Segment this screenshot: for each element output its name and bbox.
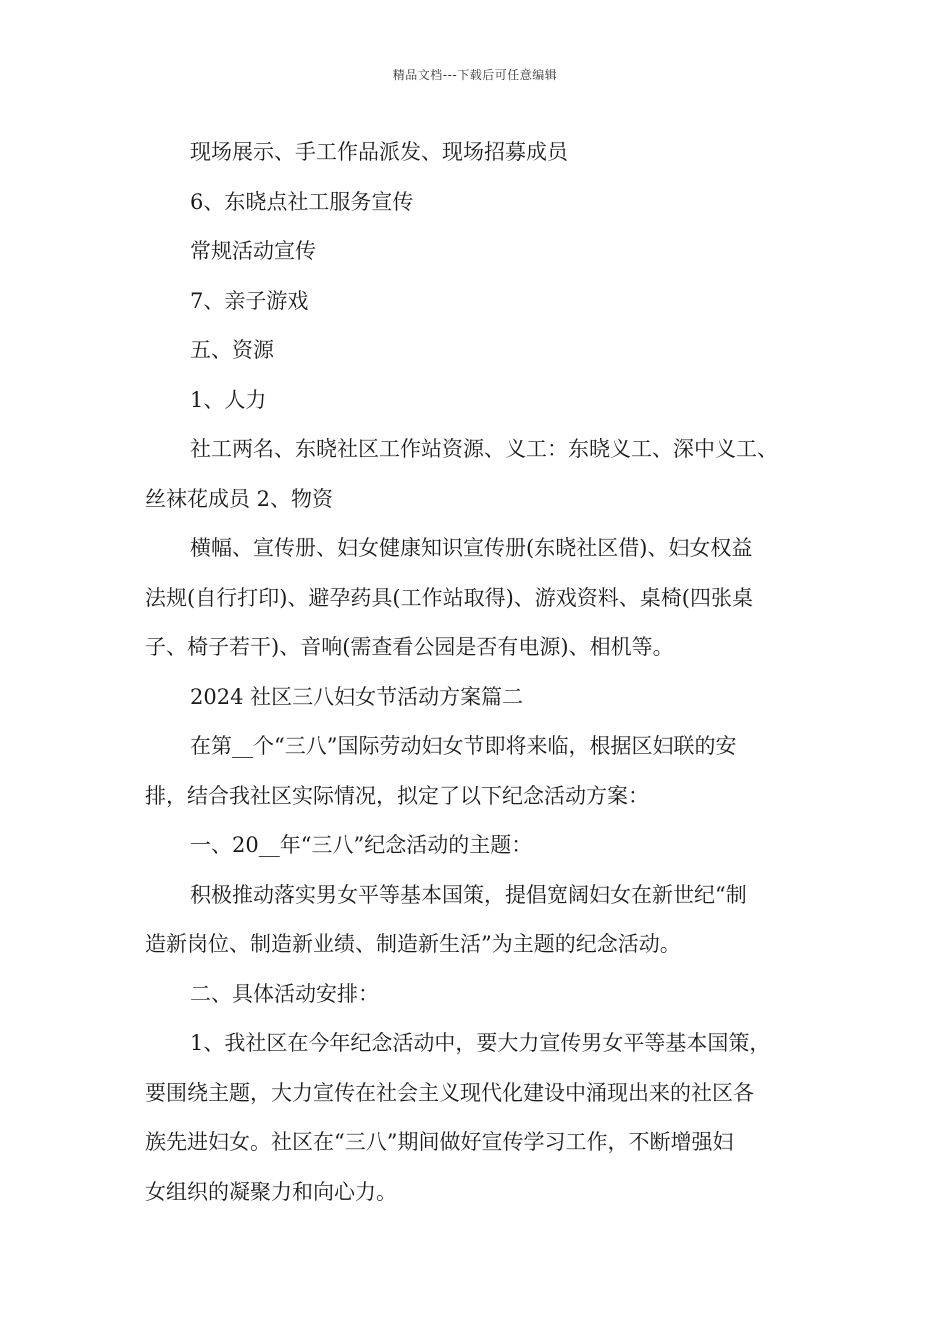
text-line: 丝袜花成员 2、物资: [145, 486, 334, 511]
text-line: 1、我社区在今年纪念活动中，要大力宣传男女平等基本国策，: [190, 1031, 771, 1055]
text-line: 族先进妇女。社区在“三八”期间做好宣传学习工作，不断增强妇: [145, 1130, 734, 1154]
text-line: 社工两名、东晓社区工作站资源、义工：东晓义工、深中义工、: [190, 437, 778, 461]
text-line: 子、椅子若干)、音响(需查看公园是否有电源)、相机等。: [145, 635, 674, 659]
text-line: 造新岗位、制造新业绩、制造新生活”为主题的纪念活动。: [145, 932, 681, 956]
section-heading: 二、具体活动安排：: [190, 981, 379, 1006]
text-line: 在第__个“三八”国际劳动妇女节即将来临，根据区妇联的安: [190, 734, 737, 758]
text-line: 7、亲子游戏: [190, 288, 309, 313]
text-line: 积极推动落实男女平等基本国策，提倡宽阔妇女在新世纪“制: [190, 882, 747, 907]
section-heading: 一、20__年“三八”纪念活动的主题：: [190, 833, 533, 857]
document-subtitle: 2024 社区三八妇女节活动方案篇二: [190, 684, 524, 709]
text-line: 排，结合我社区实际情况，拟定了以下纪念活动方案：: [145, 783, 649, 808]
text-line: 1、人力: [190, 387, 267, 412]
section-heading: 五、资源: [190, 338, 274, 362]
text-line: 现场展示、手工作品派发、现场招募成员: [190, 140, 568, 164]
text-line: 横幅、宣传册、妇女健康知识宣传册(东晓社区借)、妇女权益: [190, 536, 753, 560]
text-line: 法规(自行打印)、避孕药具(工作站取得)、游戏资料、桌椅(四张桌: [145, 585, 753, 610]
text-line: 要围绕主题，大力宣传在社会主义现代化建设中涌现出来的社区各: [145, 1080, 754, 1105]
text-line: 6、东晓点社工服务宣传: [190, 189, 414, 214]
document-body: [145, 128, 815, 1217]
text-line: 女组织的凝聚力和向心力。: [145, 1179, 397, 1204]
text-line: 常规活动宣传: [190, 239, 316, 263]
page-header: 精品文档---下载后可任意编辑: [392, 68, 558, 82]
